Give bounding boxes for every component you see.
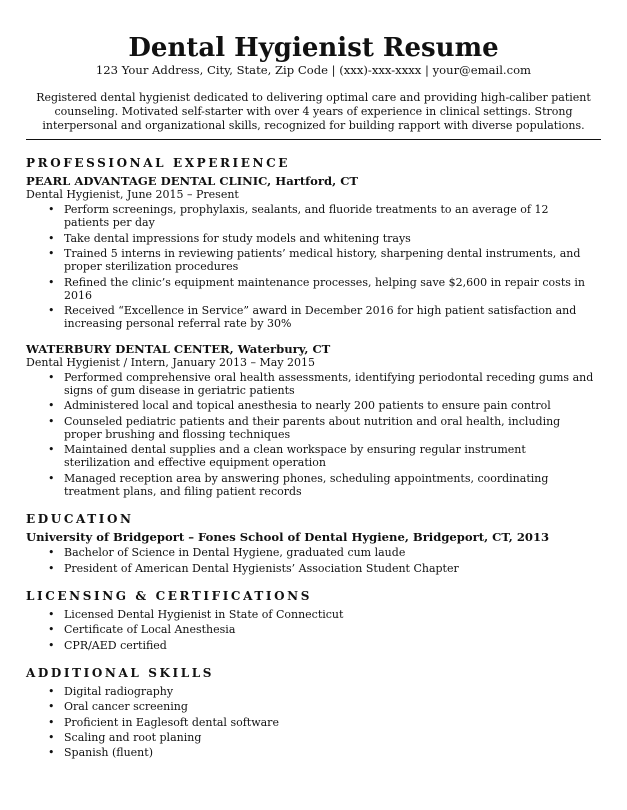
list-item-text: Take dental impressions for study models and whitening trays	[64, 231, 411, 245]
list-item	[48, 684, 601, 698]
experience-heading: PROFESSIONAL EXPERIENCE	[26, 156, 290, 170]
list-item-text: Scaling and root planing	[64, 730, 202, 744]
bullet-icon: •	[48, 203, 55, 216]
list-item	[48, 730, 601, 744]
list-item-text: Perform screenings, prophylaxis, sealants, and fluoride treatments to an average of 12 patients per day	[64, 203, 549, 230]
contact-line: 123 Your Address, City, State, Zip Code | (xxx)-xxx-xxxx | your@email.com	[95, 63, 532, 77]
list-item	[48, 399, 601, 413]
list-item-text: Oral cancer screening	[64, 700, 188, 714]
job-entry	[26, 174, 601, 331]
list-item-text: Proficient in Eaglesoft dental software	[64, 715, 279, 729]
job-bullets	[26, 371, 601, 499]
list-item-text: Trained 5 interns in reviewing patients’ medical history, sharpening dental instruments, and proper sterilization procedures	[64, 246, 581, 274]
list-item-text: Certificate of Local Anesthesia	[64, 623, 236, 637]
bullet-icon: •	[48, 700, 55, 714]
list-item-text: Counseled pediatric patients and their parents about nutrition and oral health, including proper brushing and flossing techniques	[64, 414, 561, 441]
skills-bullets	[26, 685, 601, 760]
list-item	[48, 246, 601, 274]
list-item	[48, 546, 601, 560]
job-role: Dental Hygienist / Intern, January 2013 – May 2015	[26, 355, 316, 369]
bullet-icon: •	[48, 399, 55, 413]
list-item-text: Digital radiography	[64, 684, 174, 698]
bullet-icon: •	[48, 730, 55, 744]
skills-heading: ADDITIONAL SKILLS	[26, 665, 215, 680]
employer-name: WATERBURY DENTAL CENTER, Waterbury, CT	[26, 341, 331, 356]
summary-paragraph: Registered dental hygienist dedicated to delivering optimal care and providing high-caliber patient counseling. Motivated self-starter with over 4 years of experience in clinical settings. Strong interpersonal and organizational skills, recognized for building rapport with diverse populations.	[36, 91, 591, 132]
bullet-icon: •	[48, 414, 55, 428]
bullet-icon: •	[48, 623, 55, 637]
licensing-bullets	[26, 608, 601, 652]
list-item	[48, 623, 601, 637]
list-item	[48, 231, 601, 245]
bullet-icon: •	[48, 561, 55, 575]
bullet-icon: •	[48, 607, 55, 621]
list-item	[48, 471, 601, 498]
bullet-icon: •	[48, 443, 55, 457]
list-item-text: President of American Dental Hygienists’ Association Student Chapter	[64, 561, 459, 575]
list-item	[48, 370, 601, 397]
summary-divider	[26, 139, 601, 140]
list-item-text: Bachelor of Science in Dental Hygiene, graduated cum laude	[64, 546, 406, 560]
bullet-icon: •	[48, 370, 55, 384]
list-item	[48, 700, 601, 714]
education-bullets	[26, 546, 601, 575]
experience-section	[26, 156, 601, 498]
education-section	[26, 512, 601, 575]
job-role: Dental Hygienist, June 2015 – Present	[26, 188, 239, 201]
list-item	[48, 715, 601, 729]
list-item	[48, 607, 601, 621]
licensing-heading: LICENSING & CERTIFICATIONS	[26, 588, 312, 603]
list-item-text: Managed reception area by answering phones, scheduling appointments, coordinating treatment plans, and filing patient records	[64, 471, 549, 498]
bullet-icon: •	[48, 275, 55, 289]
school-name: University of Bridgeport – Fones School of Dental Hygiene, Bridgeport, CT, 2013	[26, 530, 550, 545]
list-item-text: CPR/AED certified	[64, 638, 167, 652]
bullet-icon: •	[48, 546, 55, 560]
job-bullets	[26, 203, 601, 331]
list-item-text: Refined the clinic’s equipment maintenance processes, helping save $2,600 in repair costs in 2016	[64, 275, 585, 302]
bullet-icon: •	[48, 715, 55, 729]
list-item-text: Licensed Dental Hygienist in State of Connecticut	[64, 607, 344, 621]
resume-title: Dental Hygienist Resume	[128, 33, 499, 63]
licensing-section	[26, 589, 601, 652]
list-item	[48, 203, 601, 230]
education-heading: EDUCATION	[26, 512, 134, 527]
list-item	[48, 414, 601, 441]
bullet-icon: •	[48, 746, 55, 760]
list-item-text: Received “Excellence in Service” award in December 2016 for high patient satisfaction and increasing personal referral rate by 30%	[64, 304, 577, 331]
bullet-icon: •	[48, 638, 55, 652]
list-item	[48, 561, 601, 575]
bullet-icon: •	[48, 246, 55, 260]
list-item-text: Spanish (fluent)	[64, 746, 153, 760]
employer-name: PEARL ADVANTAGE DENTAL CLINIC, Hartford, CT	[26, 174, 359, 188]
list-item	[48, 746, 601, 760]
bullet-icon: •	[48, 304, 55, 318]
bullet-icon: •	[48, 684, 55, 698]
bullet-icon: •	[48, 231, 55, 245]
list-item-text: Administered local and topical anesthesia to nearly 200 patients to ensure pain control	[64, 399, 551, 413]
list-item	[48, 304, 601, 331]
list-item	[48, 638, 601, 652]
list-item-text: Performed comprehensive oral health assessments, identifying periodontal receding gums and signs of gum disease in geriatric patients	[64, 370, 594, 397]
skills-section	[26, 666, 601, 760]
list-item-text: Maintained dental supplies and a clean workspace by ensuring regular instrument sterilization and effective equipment operation	[64, 443, 526, 470]
job-entry	[26, 342, 601, 499]
list-item	[48, 275, 601, 302]
bullet-icon: •	[48, 471, 55, 485]
list-item	[48, 443, 601, 470]
